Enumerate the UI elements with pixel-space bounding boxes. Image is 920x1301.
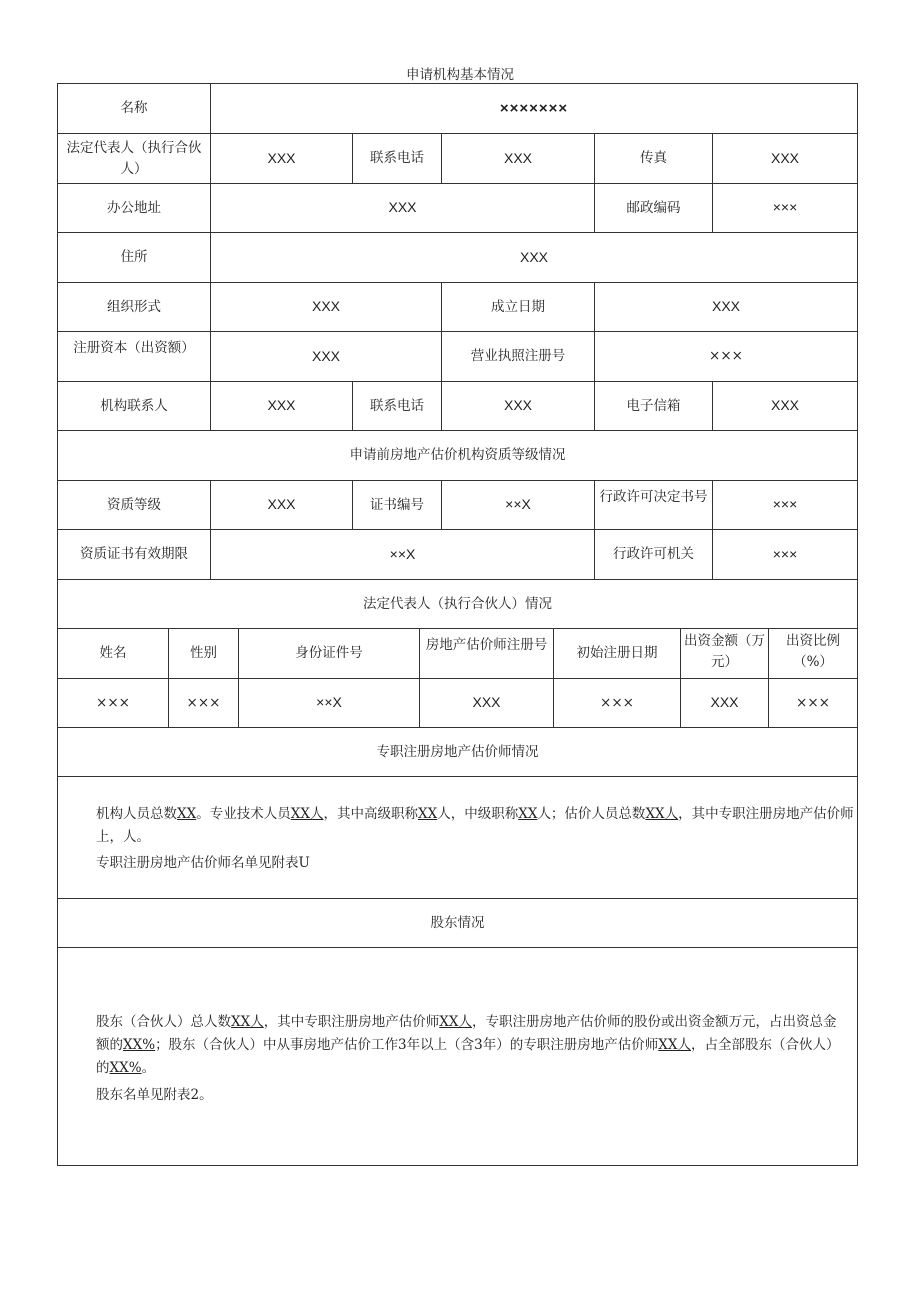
office-label: 办公地址 <box>107 199 161 216</box>
legal-rep-phone-value: XXX <box>503 149 532 166</box>
postcode-label: 邮政编码 <box>626 199 681 216</box>
email-label: 电子信箱 <box>626 397 681 414</box>
col-contribution-ratio: 出资比例（%） <box>786 633 840 670</box>
capital-value: XXX <box>311 347 340 364</box>
col-id-no: 身份证件号 <box>295 645 363 662</box>
appraisers-paragraph: 机构人员总数XX。专业技术人员XX人，其中高级职称XX人，中级职称XX人；估价人员总数XX人，其中专职注册房地产估价师上，人。 <box>96 806 854 845</box>
est-date-label: 成立日期 <box>491 298 545 315</box>
qual-level-label: 资质等级 <box>107 496 161 513</box>
legal-rep-label: 法定代表人（执行合伙人） <box>66 139 202 177</box>
fax-value: XXX <box>770 149 799 166</box>
val-contribution-ratio: ××× <box>796 694 830 711</box>
val-initial-reg-date: ××× <box>600 694 634 711</box>
val-contribution-amount: XXX <box>710 694 739 711</box>
shareholders-appendix-note: 股东名单见附表2。 <box>96 1087 213 1103</box>
legal-rep-phone-label: 联系电话 <box>370 150 424 167</box>
col-gender: 性别 <box>190 645 217 662</box>
contact-phone-value: XXX <box>503 397 532 414</box>
est-date-value: XXX <box>711 298 740 315</box>
contact-label: 机构联系人 <box>100 397 168 414</box>
legal-rep-section-header: 法定代表人（执行合伙人）情况 <box>363 595 552 612</box>
contact-value: XXX <box>267 397 296 414</box>
email-value: XXX <box>770 397 799 414</box>
office-value: XXX <box>388 199 417 216</box>
col-contribution-amount: 出资金额（万元） <box>684 633 765 670</box>
legal-rep-value: XXX <box>267 149 296 166</box>
val-id-no: ××X <box>316 694 342 711</box>
appraisers-header: 专职注册房地产估价师情况 <box>376 743 539 760</box>
capital-label: 注册资本（出资额） <box>73 340 195 356</box>
col-appraiser-reg-no: 房地产估价师注册号 <box>425 637 548 653</box>
appraisers-appendix-note: 专职注册房地产估价师名单见附表U <box>96 855 310 871</box>
postcode-value: ××× <box>772 199 798 216</box>
authority-label: 行政许可机关 <box>613 546 694 563</box>
col-initial-reg-date: 初始注册日期 <box>576 645 658 662</box>
residence-label: 住所 <box>120 249 148 266</box>
decision-no-label: 行政许可决定书号 <box>599 489 708 505</box>
cert-no-value: ××X <box>505 496 531 513</box>
cert-no-label: 证书编号 <box>370 496 424 513</box>
qual-level-value: XXX <box>267 496 296 513</box>
validity-value: ××X <box>389 545 416 562</box>
license-value: ××× <box>709 348 743 365</box>
val-gender: ××× <box>186 694 221 711</box>
fax-label: 传真 <box>640 150 667 167</box>
org-form-label: 组织形式 <box>107 298 161 315</box>
org-form-value: XXX <box>311 298 340 315</box>
residence-value: XXX <box>519 248 548 265</box>
license-label: 营业执照注册号 <box>470 348 566 365</box>
validity-label: 资质证书有效期限 <box>80 546 188 563</box>
authority-value: ××× <box>772 545 798 562</box>
contact-phone-label: 联系电话 <box>370 397 424 414</box>
qualification-header: 申请前房地产估价机构资质等级情况 <box>349 447 566 464</box>
shareholders-paragraph: 股东（合伙人）总人数XX人，其中专职注册房地产估价师XX人，专职注册房地产估价师的股份或出资金额万元，占出资总金额的XX%；股东（合伙人）中从事房地产估价工作3年以上（含3年）的专职注册房地产估价师XX人，占全部股东（合伙人）的XX%。 <box>96 1014 840 1076</box>
name-value: ××××××× <box>499 99 569 117</box>
page-title: 申请机构基本情况 <box>406 67 514 83</box>
col-name: 姓名 <box>99 645 127 662</box>
val-name: ××× <box>96 694 130 711</box>
decision-no-value: ××× <box>772 496 798 513</box>
shareholders-header: 股东情况 <box>430 914 485 931</box>
val-appraiser-reg-no: XXX <box>472 694 501 711</box>
name-label: 名称 <box>120 100 148 117</box>
